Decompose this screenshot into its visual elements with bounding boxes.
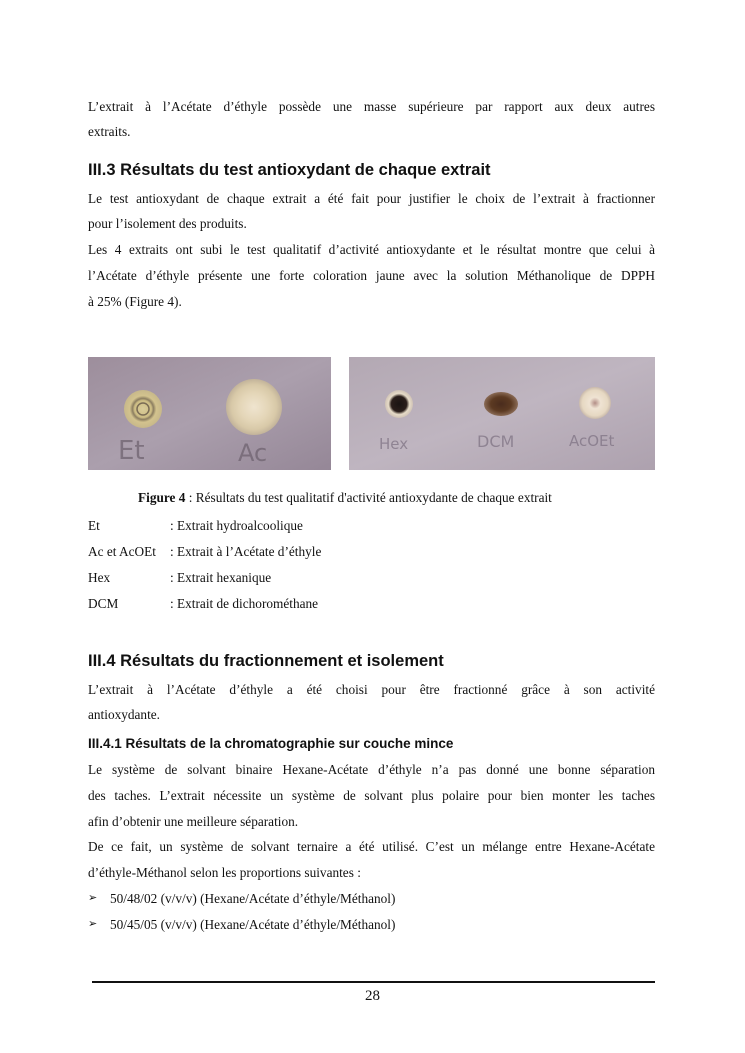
intro-line-1: L’extrait à l’Acétate d’éthyle possède une masse supérieure par rapport aux deux autres (88, 99, 655, 114)
spot-ac (226, 379, 282, 435)
legend-row (88, 565, 655, 591)
arrow-bullet-icon: ➢ (88, 892, 98, 904)
legend-desc: : Extrait hydroalcoolique (170, 518, 303, 533)
section-4-p1-line-1: L’extrait à l’Acétate d’éthyle a été choisi pour être fractionné grâce à son activité (88, 682, 655, 697)
figure-caption-label: Figure 4 (138, 490, 186, 505)
legend-desc: : Extrait hexanique (170, 570, 272, 585)
section-4-p3-line-2: d’éthyle-Méthanol selon les proportions suivantes : (88, 865, 361, 880)
legend-desc: : Extrait de dichorométhane (170, 596, 319, 611)
plate-label-ac: Ac (238, 439, 268, 467)
legend-abbr: Ac et AcOEt (88, 544, 156, 559)
list-item-text: 50/48/02 (v/v/v) (Hexane/Acétate d’éthyle/Méthanol) (110, 891, 396, 906)
legend-abbr: DCM (88, 596, 119, 611)
section-4-p1-line-2: antioxydante. (88, 707, 161, 722)
section-3-heading: III.3 Résultats du test antioxydant de chaque extrait (88, 161, 491, 179)
section-3-p1-line-1: Le test antioxydant de chaque extrait a été fait pour justifier le choix de l’extrait à fractionner (88, 191, 655, 206)
section-4-p3-line-1: De ce fait, un système de solvant ternaire a été utilisé. C’est un mélange entre Hexane-Acétate (88, 839, 655, 854)
intro-line-2: extraits. (88, 124, 131, 139)
section-3-p2-line-1: Les 4 extraits ont subi le test qualitatif d’activité antioxydante et le résultat montre que celui à (88, 242, 655, 257)
section-4-1-heading: III.4.1 Résultats de la chromatographie sur couche mince (88, 736, 454, 751)
legend-row (88, 591, 655, 617)
legend-row (88, 513, 655, 539)
page-number: 28 (365, 988, 380, 1004)
section-3-p2-line-3: à 25% (Figure 4). (88, 294, 182, 309)
tlc-plate-et-ac (88, 357, 331, 470)
section-3-p1-line-2: pour l’isolement des produits. (88, 216, 247, 231)
plate-label-acoet: AcOEt (569, 432, 615, 450)
legend-abbr: Et (88, 518, 100, 533)
list-item-text: 50/45/05 (v/v/v) (Hexane/Acétate d’éthyle/Méthanol) (110, 916, 396, 932)
section-4-p2-line-1: Le système de solvant binaire Hexane-Acétate d’éthyle n’a pas donné une bonne séparation (88, 762, 655, 777)
plate-label-hex: Hex (379, 435, 409, 453)
section-4-heading: III.4 Résultats du fractionnement et isolement (88, 652, 444, 670)
figure-caption-text: : Résultats du test qualitatif d'activité antioxydante de chaque extrait (185, 490, 552, 505)
tlc-plate-hex-dcm-acoet (349, 357, 655, 470)
plate-label-dcm: DCM (477, 432, 515, 451)
section-4-p2-line-2: des taches. L’extrait nécessite un système de solvant plus polaire pour bien monter les taches (88, 788, 655, 803)
abbreviation-legend (88, 513, 655, 617)
spot-dcm (484, 392, 518, 416)
section-4-p2-line-3: afin d’obtenir une meilleure séparation. (88, 814, 299, 829)
legend-desc: : Extrait à l’Acétate d’éthyle (170, 544, 322, 559)
spot-et (124, 390, 162, 428)
spot-hex (385, 390, 413, 418)
figure-caption (138, 487, 658, 509)
arrow-bullet-icon: ➢ (88, 917, 98, 930)
legend-row (88, 539, 655, 565)
tlc-photo-left (88, 357, 331, 470)
spot-acoet (579, 387, 611, 419)
tlc-photo-right (349, 357, 655, 470)
solvent-list (88, 886, 655, 937)
list-item (88, 886, 655, 912)
footer-rule (92, 981, 655, 983)
list-item (88, 912, 655, 938)
legend-abbr: Hex (88, 570, 111, 585)
plate-label-et: Et (118, 436, 145, 466)
section-3-p2-line-2: l’Acétate d’éthyle présente une forte coloration jaune avec la solution Méthanolique de DPPH (88, 268, 655, 283)
